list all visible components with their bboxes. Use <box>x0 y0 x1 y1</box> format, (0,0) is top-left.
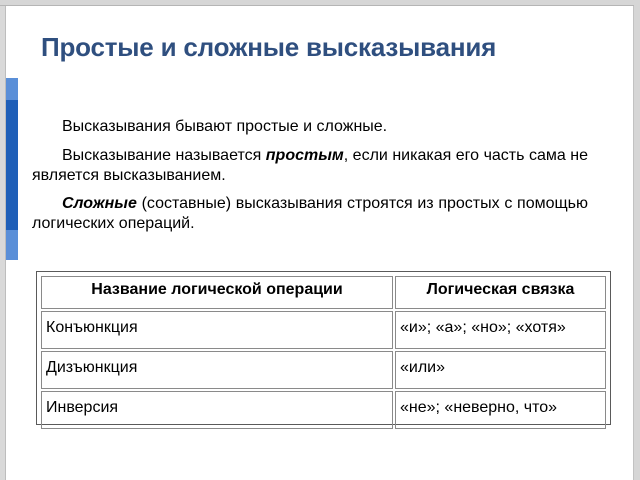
frame-right-border <box>634 0 640 480</box>
body-text <box>32 117 588 242</box>
cell-operation: Инверсия <box>41 391 393 429</box>
cell-connective: «и»; «а»; «но»; «хотя» <box>395 311 606 349</box>
operations-table-frame <box>36 271 611 425</box>
cell-operation: Дизъюнкция <box>41 351 393 389</box>
slide-title: Простые и сложные высказывания <box>41 32 497 62</box>
frame-top-line <box>0 5 640 6</box>
cell-operation: Конъюнкция <box>41 311 393 349</box>
paragraph-simple-text-before: Высказывание называется <box>62 147 266 164</box>
header-logical-connective: Логическая связка <box>395 276 606 309</box>
operations-table <box>39 274 608 431</box>
header-operation-name: Название логической операции <box>41 276 393 309</box>
cell-connective: «не»; «неверно, что» <box>395 391 606 429</box>
table-row <box>41 311 606 349</box>
paragraph-complex-definition <box>32 194 588 234</box>
frame-right-line <box>633 6 634 480</box>
table-row <box>41 351 606 389</box>
table-row <box>41 391 606 429</box>
paragraph-simple-text-after: , если никакая его часть сама не является высказыванием. <box>32 147 588 184</box>
keyword-simple: простым <box>265 147 344 164</box>
paragraph-simple-definition <box>32 146 588 186</box>
paragraph-intro: Высказывания бывают простые и сложные. <box>62 118 388 135</box>
side-accent-tab <box>6 100 18 230</box>
paragraph-complex-text-after: (составные) высказывания строятся из простых с помощью логических операций. <box>32 195 588 232</box>
keyword-complex: Сложные <box>62 195 137 212</box>
table-header-row <box>41 276 606 309</box>
cell-connective: «или» <box>395 351 606 389</box>
